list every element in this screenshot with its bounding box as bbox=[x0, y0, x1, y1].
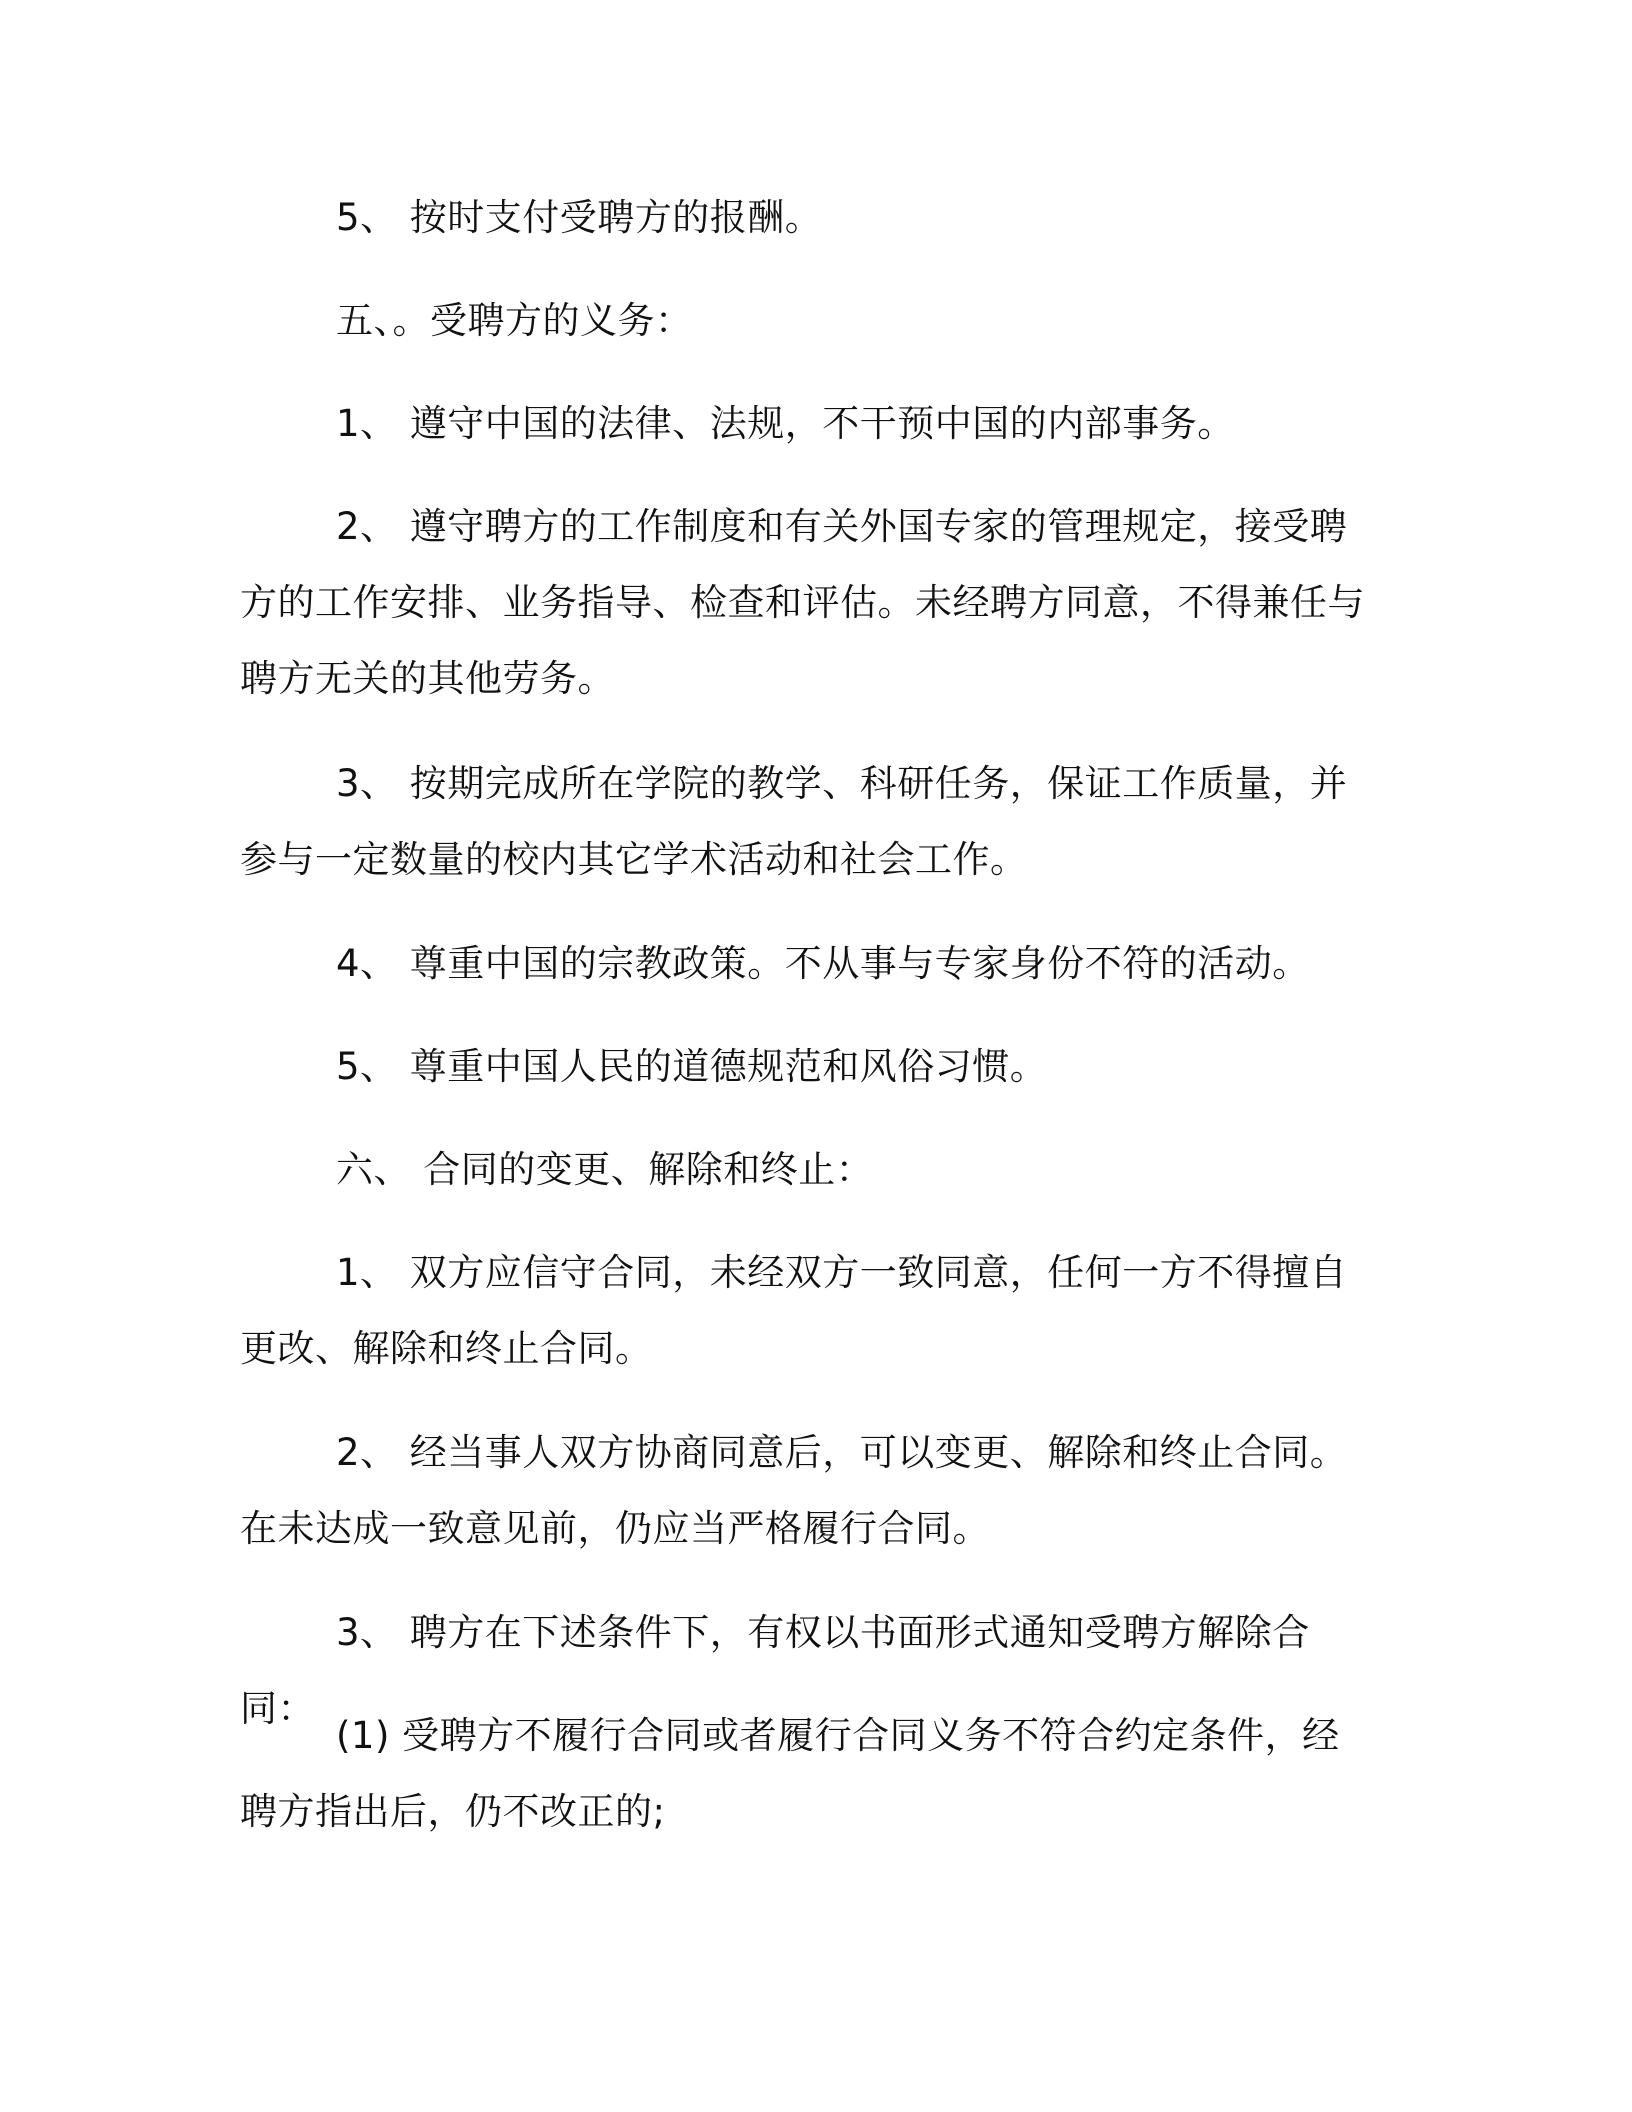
paragraph-employee-duty-5: 5、 尊重中国人民的道德规范和风俗习惯。 bbox=[336, 1045, 1048, 1088]
paragraph-employer-duty-5: 5、 按时支付受聘方的报酬。 bbox=[336, 196, 823, 239]
section-heading-6: 六、 合同的变更、解除和终止： bbox=[336, 1148, 874, 1191]
section-heading-5: 五、。受聘方的义务： bbox=[336, 299, 693, 342]
paragraph-contract-change-2: 2、 经当事人双方协商同意后，可以变更、解除和终止合同。在未达成一致意见前，仍应当严格履行合同。 bbox=[240, 1431, 1348, 1550]
paragraph-contract-change-1: 1、 双方应信守合同，未经双方一致同意，任何一方不得擅自更改、解除和终止合同。 bbox=[240, 1251, 1348, 1370]
paragraph-termination-condition-1: (1) 受聘方不履行合同或者履行合同义务不符合约定条件，经聘方指出后，仍不改正的; bbox=[240, 1714, 1340, 1833]
paragraph-employee-duty-1: 1、 遵守中国的法律、法规，不干预中国的内部事务。 bbox=[336, 402, 1235, 445]
paragraph-employee-duty-3: 3、 按期完成所在学院的教学、科研任务，保证工作质量，并参与一定数量的校内其它学术活动和社会工作。 bbox=[240, 762, 1348, 881]
paragraph-employee-duty-4: 4、 尊重中国的宗教政策。不从事与专家身份不符的活动。 bbox=[336, 942, 1310, 985]
paragraph-contract-change-3: 3、 聘方在下述条件下，有权以书面形式通知受聘方解除合同： bbox=[240, 1611, 1310, 1730]
paragraph-employee-duty-2: 2、 遵守聘方的工作制度和有关外国专家的管理规定，接受聘方的工作安排、业务指导、检查和评估。未经聘方同意，不得兼任与聘方无关的其他劳务。 bbox=[240, 505, 1365, 700]
